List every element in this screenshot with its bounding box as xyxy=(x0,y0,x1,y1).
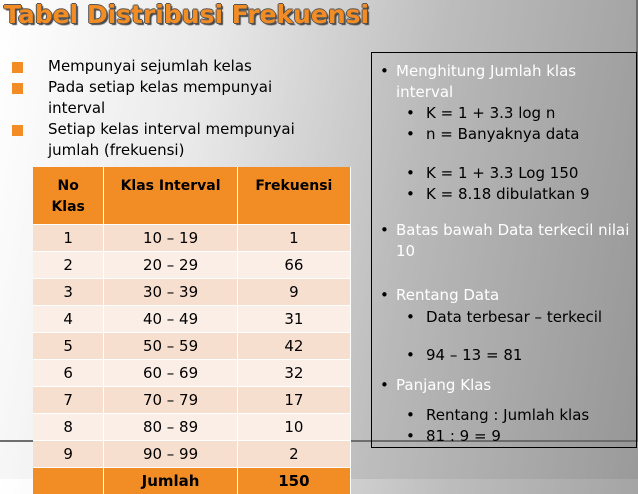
cell-total-value: 150 xyxy=(237,468,350,494)
cell-interval: 70 – 79 xyxy=(104,387,237,414)
cell-interval: 90 – 99 xyxy=(104,441,237,468)
cell-interval: 20 – 29 xyxy=(104,252,237,279)
table-row xyxy=(33,387,351,414)
table-header-row xyxy=(33,167,351,225)
note-sub: n = Banyaknya data xyxy=(426,124,580,145)
left-bullet-list xyxy=(10,56,360,161)
note-sub: 81 : 9 = 9 xyxy=(426,426,501,447)
square-bullet-icon xyxy=(12,62,23,73)
table-row xyxy=(33,252,351,279)
table-row xyxy=(33,360,351,387)
cell-frekuensi: 42 xyxy=(237,333,350,360)
cell-interval: 10 – 19 xyxy=(104,225,237,252)
bullet-icon: • xyxy=(406,184,415,205)
cell-total-blank xyxy=(33,468,104,494)
bullet-icon: • xyxy=(406,345,415,366)
cell-frekuensi: 31 xyxy=(237,306,350,333)
header-no-klas: No Klas xyxy=(33,167,104,225)
left-bullet-item: Pada setiap kelas mempunyai interval xyxy=(10,77,360,119)
left-bullet-item: Setiap kelas interval mempunyai jumlah (frekuensi) xyxy=(10,119,360,161)
note-heading: Rentang Data xyxy=(396,285,499,306)
note-heading: Menghitung Jumlah klas interval xyxy=(396,61,632,103)
cell-frekuensi: 2 xyxy=(237,441,350,468)
table-row xyxy=(33,279,351,306)
cell-frekuensi: 32 xyxy=(237,360,350,387)
header-frekuensi: Frekuensi xyxy=(237,167,350,225)
cell-no: 9 xyxy=(33,441,104,468)
cell-total-label: Jumlah xyxy=(104,468,237,494)
note-sub: K = 8.18 dibulatkan 9 xyxy=(426,184,590,205)
table-row xyxy=(33,225,351,252)
cell-no: 1 xyxy=(33,225,104,252)
bullet-icon: • xyxy=(380,220,389,241)
note-sub: K = 1 + 3.3 log n xyxy=(426,103,555,124)
note-sub: K = 1 + 3.3 Log 150 xyxy=(426,163,578,184)
note-heading: Panjang Klas xyxy=(396,375,491,396)
cell-no: 8 xyxy=(33,414,104,441)
cell-frekuensi: 10 xyxy=(237,414,350,441)
left-bullet-item: Mempunyai sejumlah kelas xyxy=(10,56,360,77)
cell-interval: 50 – 59 xyxy=(104,333,237,360)
cell-no: 5 xyxy=(33,333,104,360)
cell-frekuensi: 9 xyxy=(237,279,350,306)
bullet-icon: • xyxy=(406,103,415,124)
table-row xyxy=(33,333,351,360)
cell-no: 7 xyxy=(33,387,104,414)
cell-interval: 60 – 69 xyxy=(104,360,237,387)
table-row xyxy=(33,441,351,468)
table-total-row xyxy=(33,468,351,494)
note-sub: Data terbesar – terkecil xyxy=(426,307,606,328)
table-row xyxy=(33,414,351,441)
cell-no: 2 xyxy=(33,252,104,279)
bullet-icon: • xyxy=(380,61,389,82)
bullet-icon: • xyxy=(406,163,415,184)
right-notes-box xyxy=(371,52,637,448)
cell-interval: 40 – 49 xyxy=(104,306,237,333)
note-sub: 94 – 13 = 81 xyxy=(426,345,522,366)
square-bullet-icon xyxy=(12,125,23,136)
cell-no: 6 xyxy=(33,360,104,387)
cell-no: 4 xyxy=(33,306,104,333)
table-row xyxy=(33,306,351,333)
cell-frekuensi: 66 xyxy=(237,252,350,279)
note-heading: Batas bawah Data terkecil nilai 10 xyxy=(396,220,632,262)
bullet-icon: • xyxy=(406,426,415,447)
note-sub: Rentang : Jumlah klas xyxy=(426,405,589,426)
cell-interval: 80 – 89 xyxy=(104,414,237,441)
bullet-icon: • xyxy=(380,285,389,306)
frequency-table xyxy=(33,167,351,494)
cell-frekuensi: 17 xyxy=(237,387,350,414)
bullet-icon: • xyxy=(406,124,415,145)
header-klas-interval: Klas Interval xyxy=(104,167,237,225)
cell-frekuensi: 1 xyxy=(237,225,350,252)
slide-title: Tabel Distribusi Frekuensi xyxy=(4,0,369,29)
cell-interval: 30 – 39 xyxy=(104,279,237,306)
bullet-icon: • xyxy=(380,375,389,396)
cell-no: 3 xyxy=(33,279,104,306)
square-bullet-icon xyxy=(12,83,23,94)
bullet-icon: • xyxy=(406,405,415,426)
bullet-icon: • xyxy=(406,307,415,328)
